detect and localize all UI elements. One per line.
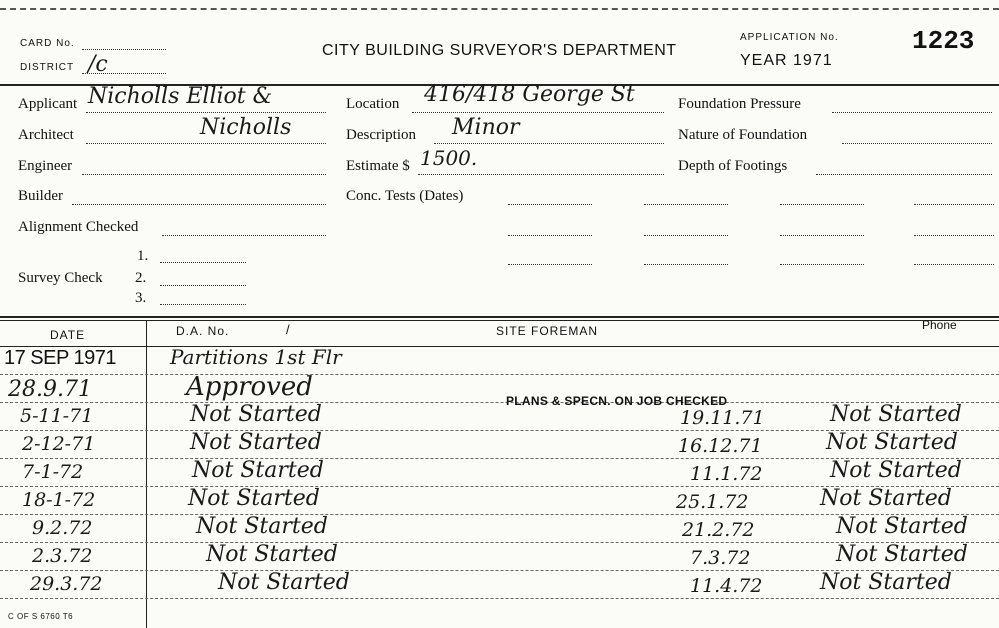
- log-top-rule-2: [0, 320, 999, 321]
- log-date: 5-11-71: [20, 405, 94, 427]
- card-no-label: CARD No.: [20, 38, 75, 49]
- form-code: C OF S 6760 T6: [8, 612, 74, 621]
- da-slash: /: [286, 322, 290, 337]
- log-date-2: 25.1.72: [676, 491, 749, 513]
- log-entry: Not Started: [190, 430, 322, 455]
- builder-line: [72, 204, 326, 205]
- alignment-line: [162, 235, 326, 236]
- conc-line: [780, 204, 864, 205]
- da-no-header: D.A. No.: [176, 324, 230, 338]
- log-date: 18-1-72: [22, 489, 96, 511]
- district-label: DISTRICT: [20, 62, 75, 73]
- district-line: [82, 73, 166, 74]
- conc-line: [508, 235, 592, 236]
- log-date-2: 11.4.72: [690, 575, 763, 597]
- estimate-line: [418, 174, 664, 175]
- log-date-2: 19.11.71: [680, 407, 765, 429]
- alignment-checked-label: Alignment Checked: [18, 219, 139, 235]
- phone-header: Phone: [922, 318, 957, 332]
- conc-line: [644, 264, 728, 265]
- applicant-value: Nicholls Elliot &: [88, 84, 273, 109]
- conc-line: [508, 264, 592, 265]
- date-header: DATE: [50, 328, 86, 342]
- log-entry-2: Not Started: [820, 486, 952, 511]
- site-foreman-header: SITE FOREMAN: [496, 324, 599, 338]
- conc-tests-label: Conc. Tests (Dates): [346, 188, 464, 204]
- description-label: Description: [346, 127, 416, 143]
- description-value: Minor: [452, 115, 520, 140]
- log-top-rule: [0, 316, 999, 318]
- log-date-2: 16.12.71: [678, 435, 763, 457]
- card-no-line: [82, 49, 166, 50]
- log-entry: Partitions 1st Flr: [170, 345, 342, 369]
- estimate-value: 1500.: [420, 146, 478, 170]
- survey-line-3: [160, 304, 246, 305]
- log-header-rule: [0, 346, 999, 347]
- foundation-pressure-line: [832, 112, 992, 113]
- conc-line: [508, 204, 592, 205]
- log-date: 2-12-71: [22, 433, 96, 455]
- log-entry: Not Started: [192, 458, 324, 483]
- conc-line: [780, 264, 864, 265]
- conc-line: [914, 235, 994, 236]
- architect-value: Nicholls: [200, 115, 292, 140]
- log-date: 28.9.71: [8, 377, 92, 402]
- log-date: 2.3.72: [32, 545, 93, 567]
- district-value: /c: [88, 52, 108, 77]
- card-top-edge: [0, 8, 999, 10]
- location-label: Location: [346, 96, 400, 112]
- applicant-label: Applicant: [18, 96, 78, 112]
- survey-item-3: 3.: [135, 290, 147, 306]
- department-title: CITY BUILDING SURVEYOR'S DEPARTMENT: [322, 42, 677, 59]
- depth-line: [816, 174, 992, 175]
- location-value: 416/418 George St: [424, 82, 635, 107]
- conc-line: [644, 235, 728, 236]
- application-number: 1223: [912, 26, 975, 56]
- nature-of-foundation-label: Nature of Foundation: [678, 127, 808, 143]
- location-line: [412, 112, 664, 113]
- log-entry-2: Not Started: [830, 458, 962, 483]
- log-entry: Not Started: [206, 542, 338, 567]
- architect-label: Architect: [18, 127, 74, 143]
- architect-line: [86, 143, 326, 144]
- application-no-label: APPLICATION No.: [740, 32, 839, 43]
- log-date-stamp: 17 SEP 1971: [4, 347, 117, 369]
- log-entry-2: Not Started: [836, 514, 968, 539]
- log-entry-2: Not Started: [830, 402, 962, 427]
- log-entry: Not Started: [190, 402, 322, 427]
- conc-line: [644, 204, 728, 205]
- estimate-label: Estimate $: [346, 158, 410, 174]
- survey-line-1: [160, 262, 246, 263]
- applicant-line: [86, 112, 326, 113]
- builder-label: Builder: [18, 188, 63, 204]
- log-row-line: [0, 374, 999, 375]
- log-date: 7-1-72: [22, 461, 84, 483]
- log-row-line: [0, 598, 999, 599]
- log-entry-2: Not Started: [820, 570, 952, 595]
- log-date: 9.2.72: [32, 517, 93, 539]
- survey-item-2: 2.: [135, 270, 147, 286]
- foundation-pressure-label: Foundation Pressure: [678, 96, 801, 112]
- log-entry: Not Started: [218, 570, 350, 595]
- log-entry: Approved: [186, 372, 313, 402]
- survey-check-label: Survey Check: [18, 270, 103, 286]
- log-date-2: 21.2.72: [682, 519, 755, 541]
- year-label: YEAR 1971: [740, 52, 833, 69]
- log-entry: Not Started: [196, 514, 328, 539]
- conc-line: [780, 235, 864, 236]
- engineer-label: Engineer: [18, 158, 73, 174]
- log-date-2: 11.1.72: [690, 463, 763, 485]
- log-entry: Not Started: [188, 486, 320, 511]
- conc-line: [914, 264, 994, 265]
- description-line: [434, 143, 664, 144]
- plans-checked-stamp: PLANS & SPECN. ON JOB CHECKED: [506, 394, 728, 408]
- log-date-2: 7.3.72: [690, 547, 751, 569]
- engineer-line: [82, 174, 326, 175]
- date-column-divider: [146, 320, 147, 628]
- log-entry-2: Not Started: [826, 430, 958, 455]
- conc-line: [914, 204, 994, 205]
- survey-item-1: 1.: [137, 248, 149, 264]
- log-entry-2: Not Started: [836, 542, 968, 567]
- depth-of-footings-label: Depth of Footings: [678, 158, 788, 174]
- survey-line-2: [160, 285, 246, 286]
- log-date: 29.3.72: [30, 573, 103, 595]
- nature-line: [842, 143, 992, 144]
